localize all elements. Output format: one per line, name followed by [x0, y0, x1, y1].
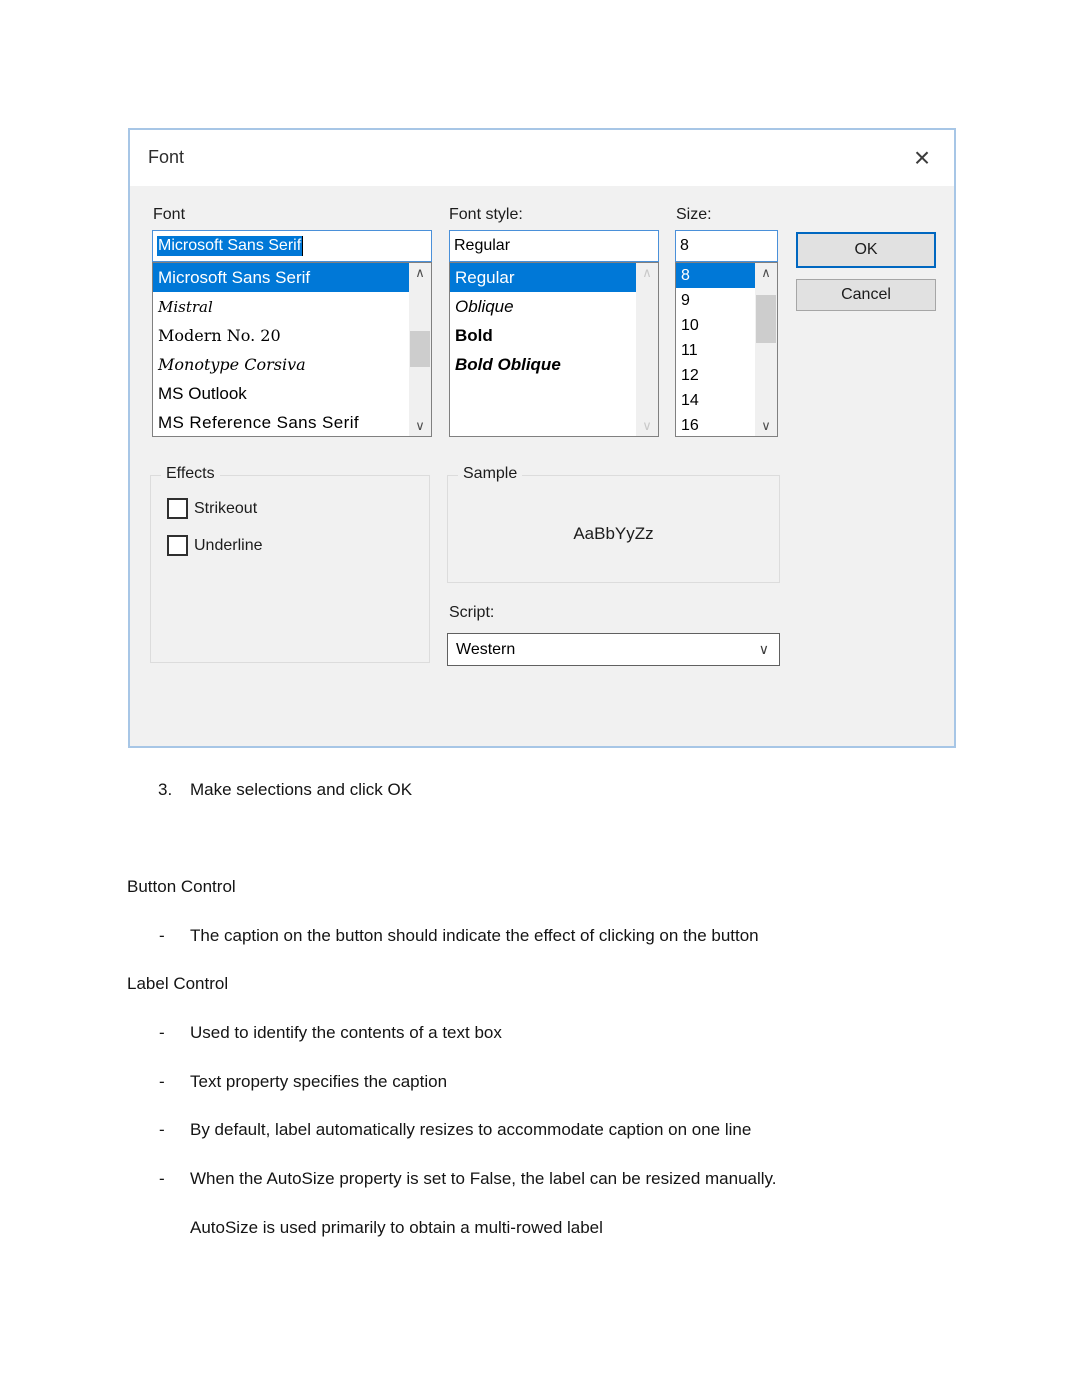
font-list-item[interactable]: Monotype Corsiva — [158, 355, 306, 374]
bullet-text-continuation: AutoSize is used primarily to obtain a multi-rowed label — [190, 1218, 603, 1237]
font-label: Font — [153, 206, 186, 223]
strikeout-checkbox[interactable] — [167, 498, 188, 519]
font-dialog — [128, 128, 956, 748]
underline-checkbox[interactable] — [167, 535, 188, 556]
dialog-body — [130, 186, 954, 746]
font-style-list — [449, 262, 659, 437]
ok-button[interactable]: OK — [796, 232, 936, 268]
font-list-item[interactable]: MS Reference Sans Serif — [158, 412, 360, 432]
chevron-down-icon: ∨ — [758, 641, 769, 657]
step-text: Make selections and click OK — [190, 780, 413, 799]
font-style-item[interactable]: Oblique — [455, 296, 514, 316]
font-list — [152, 262, 432, 437]
size-input-value: 8 — [680, 237, 689, 254]
bullet-dash: - — [159, 926, 165, 945]
size-list — [675, 262, 778, 437]
size-item[interactable]: 12 — [681, 366, 699, 384]
size-item[interactable]: 9 — [681, 291, 690, 309]
font-style-label: Font style: — [449, 206, 523, 223]
dialog-titlebar[interactable] — [130, 130, 954, 186]
cancel-button[interactable]: Cancel — [796, 279, 936, 311]
bullet-dash: - — [159, 1072, 165, 1091]
underline-row — [167, 535, 262, 556]
scroll-down-icon[interactable]: ∨ — [642, 418, 652, 433]
font-style-input[interactable] — [449, 230, 659, 262]
script-label: Script: — [449, 604, 495, 621]
font-list-scrollbar[interactable] — [409, 263, 431, 436]
bullet-dash: - — [159, 1023, 165, 1042]
strikeout-row — [167, 498, 257, 519]
script-dropdown[interactable] — [447, 633, 780, 666]
bullet-text: Used to identify the contents of a text box — [190, 1023, 502, 1042]
dialog-title: Font — [148, 147, 185, 167]
font-input[interactable] — [152, 230, 432, 262]
font-style-input-value: Regular — [454, 237, 511, 254]
size-item[interactable]: 16 — [681, 416, 699, 434]
size-list-scrollbar[interactable] — [755, 263, 777, 436]
bullet-dash: - — [159, 1169, 165, 1188]
button-control-heading: Button Control — [127, 877, 236, 896]
sample-legend: Sample — [458, 465, 522, 483]
effects-legend: Effects — [161, 465, 220, 483]
font-style-item[interactable]: Regular — [450, 263, 658, 292]
size-item[interactable]: 8 — [676, 263, 777, 288]
font-style-item[interactable]: Bold Oblique — [455, 354, 561, 374]
size-input[interactable] — [675, 230, 778, 262]
bullet-dash: - — [159, 1120, 165, 1139]
size-item[interactable]: 10 — [681, 316, 699, 334]
sample-group — [447, 465, 780, 583]
step-number: 3. — [158, 780, 173, 799]
bullet-text: By default, label automatically resizes to accommodate caption on one line — [190, 1120, 752, 1139]
sample-preview: AaBbYyZz — [573, 524, 654, 543]
scrollbar-thumb[interactable] — [410, 331, 430, 367]
size-item[interactable]: 14 — [681, 391, 699, 409]
bullet-text: Text property specifies the caption — [190, 1072, 448, 1091]
bullet-text: When the AutoSize property is set to False, the label can be resized manually. — [190, 1169, 777, 1188]
scrollbar-thumb[interactable] — [756, 295, 776, 343]
font-list-item[interactable]: Mistral — [158, 297, 213, 316]
close-icon[interactable]: × — [913, 142, 931, 173]
font-list-item[interactable]: Microsoft Sans Serif — [153, 263, 431, 292]
strikeout-label: Strikeout — [194, 499, 258, 517]
font-list-item[interactable]: MS Outlook — [158, 383, 247, 403]
script-value: Western — [456, 640, 516, 658]
font-style-scrollbar[interactable] — [636, 263, 658, 436]
size-label: Size: — [676, 206, 712, 223]
font-style-item[interactable]: Bold — [455, 325, 493, 345]
bullet-text: The caption on the button should indicate the effect of clicking on the button — [190, 926, 759, 945]
scroll-up-icon[interactable]: ∧ — [761, 265, 771, 280]
effects-group — [150, 465, 430, 663]
size-item[interactable]: 11 — [681, 341, 698, 359]
font-input-value: Microsoft Sans Serif — [158, 237, 302, 254]
underline-label: Underline — [194, 536, 263, 554]
scroll-down-icon[interactable]: ∨ — [415, 418, 425, 433]
scroll-up-icon[interactable]: ∧ — [642, 265, 652, 280]
label-control-heading: Label Control — [127, 974, 229, 993]
scroll-down-icon[interactable]: ∨ — [761, 418, 771, 433]
scroll-up-icon[interactable]: ∧ — [415, 265, 425, 280]
font-list-item[interactable]: Modern No. 20 — [158, 326, 281, 345]
